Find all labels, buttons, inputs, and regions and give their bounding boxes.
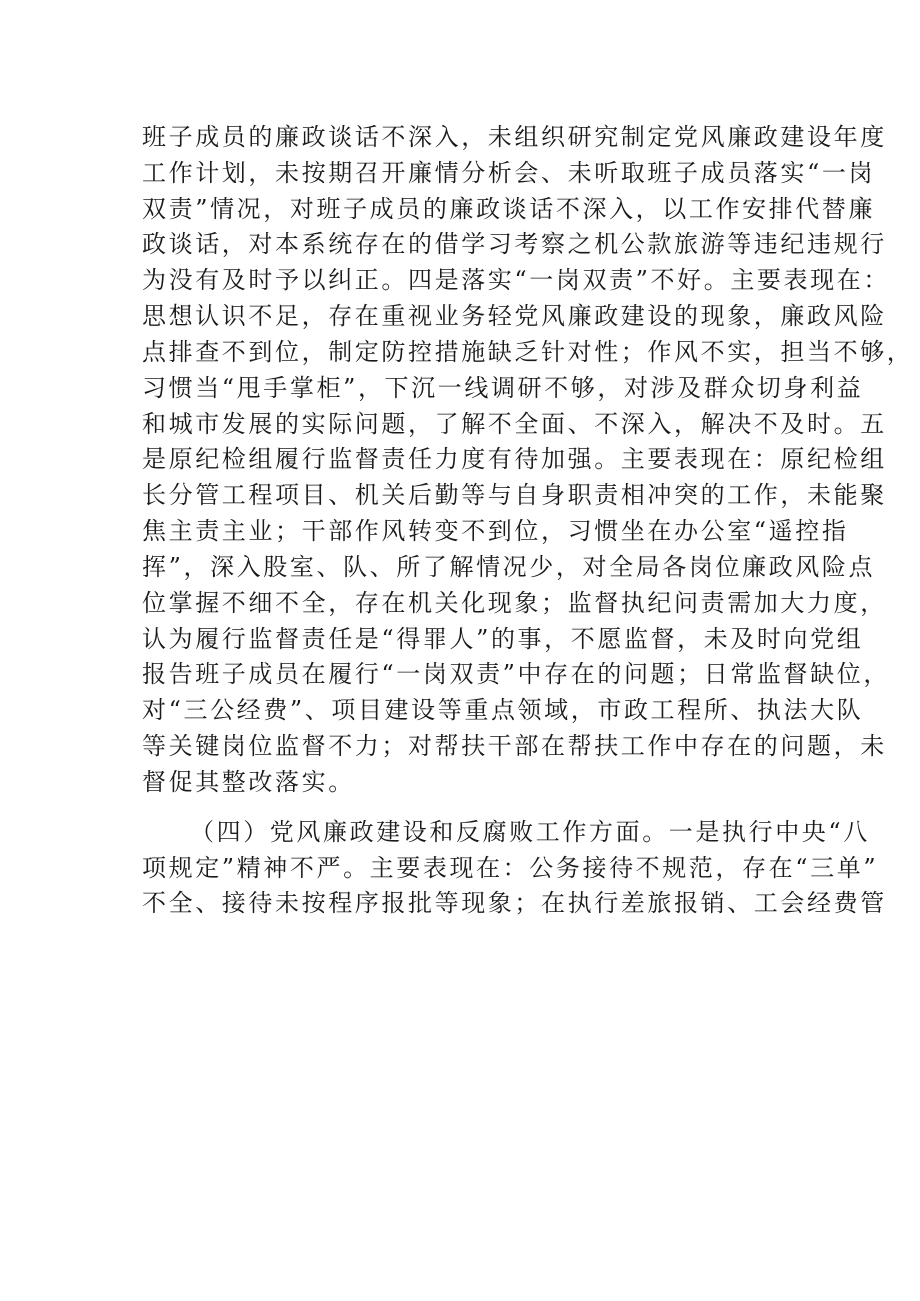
text-line: 和城市发展的实际问题，了解不全面、不深入，解决不及时。五 xyxy=(142,409,887,438)
text-line: 双责”情况，对班子成员的廉政谈话不深入，以工作安排代替廉 xyxy=(142,194,876,223)
document-body xyxy=(142,120,914,922)
text-line: 不全、接待未按程序报批等现象；在执行差旅报销、工会经费管 xyxy=(142,889,887,918)
text-line: 等关键岗位监督不力；对帮扶干部在帮扶工作中存在的问题，未 xyxy=(142,732,887,761)
text-line: 焦主责主业；干部作风转变不到位，习惯坐在办公室“遥控指 xyxy=(142,517,849,546)
paragraph-gap xyxy=(142,801,802,815)
text-line: 工作计划，未按期召开廉情分析会、未听取班子成员落实“一岗 xyxy=(142,158,876,187)
text-line: 督促其整改落实。 xyxy=(142,767,355,796)
text-line: 是原纪检组履行监督责任力度有待加强。主要表现在：原纪检组 xyxy=(142,445,887,474)
text-line: 项规定”精神不严。主要表现在：公务接待不规范，存在“三单” xyxy=(142,853,879,882)
paragraph-2 xyxy=(142,815,887,921)
text-line: （四）党风廉政建设和反腐败工作方面。一是执行中央“八 xyxy=(190,817,870,846)
paragraph-1 xyxy=(142,120,914,799)
text-line: 点排查不到位，制定防控措施缺乏针对性；作风不实，担当不够， xyxy=(142,337,914,366)
text-line: 认为履行监督责任是“得罪人”的事，不愿监督，未及时向党组 xyxy=(142,624,864,653)
text-line: 挥”，深入股室、队、所了解情况少，对全局各岗位廉政风险点 xyxy=(142,552,876,581)
text-line: 位掌握不细不全，存在机关化现象；监督执纪问责需加大力度， xyxy=(142,588,887,617)
text-line: 为没有及时予以纠正。四是落实“一岗双责”不好。主要表现在： xyxy=(142,266,890,295)
text-line: 班子成员的廉政谈话不深入，未组织研究制定党风廉政建设年度 xyxy=(142,123,887,151)
text-line: 长分管工程项目、机关后勤等与自身职责相冲突的工作，未能聚 xyxy=(142,481,887,510)
text-line: 报告班子成员在履行“一岗双责”中存在的问题；日常监督缺位， xyxy=(142,660,890,689)
text-line: 对“三公经费”、项目建设等重点领域，市政工程所、执法大队 xyxy=(142,696,864,725)
text-line: 政谈话，对本系统存在的借学习考察之机公款旅游等违纪违规行 xyxy=(142,230,887,259)
text-line: 思想认识不足，存在重视业务轻党风廉政建设的现象，廉政风险 xyxy=(142,302,887,331)
text-line: 习惯当“甩手掌柜”，下沉一线调研不够，对涉及群众切身利益 xyxy=(142,373,864,402)
